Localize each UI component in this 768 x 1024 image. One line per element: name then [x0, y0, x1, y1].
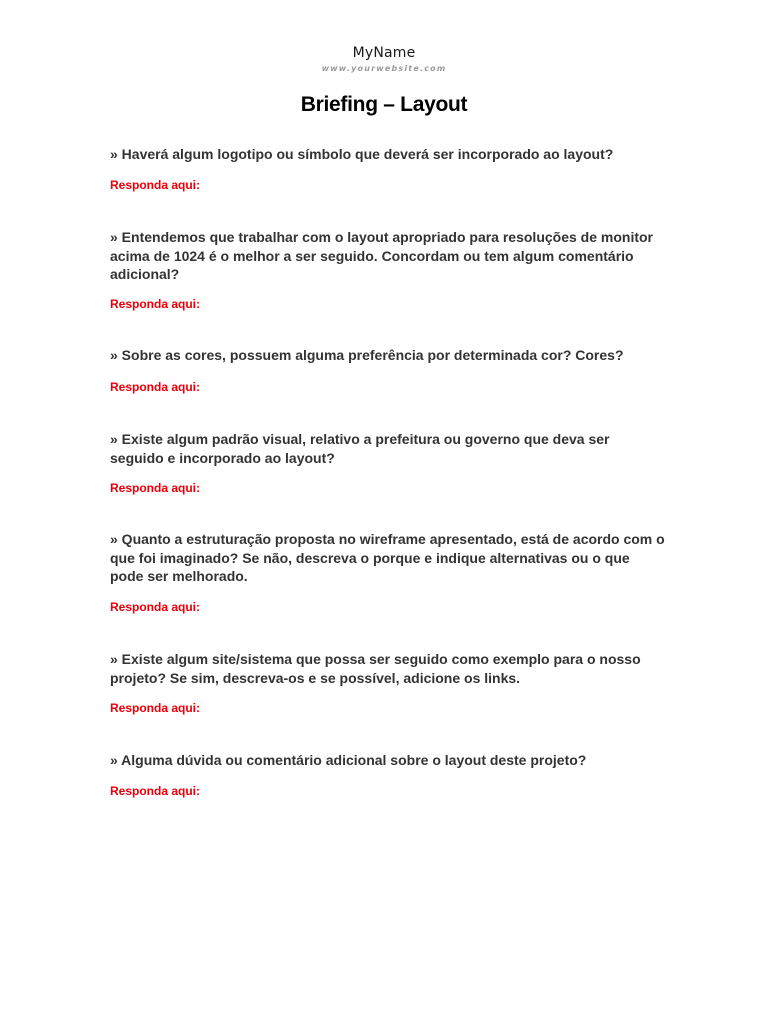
question-resolution: » Entendemos que trabalhar com o layout apropriado para resoluções de monitor acima de 1024 é o melhor a ser seguido. Concordam ou tem algum comentário adicional? — [110, 229, 654, 282]
answer-label-reference-site: Responda aqui: — [110, 701, 201, 715]
brand-name: MyName — [352, 45, 416, 61]
document-title: Briefing – Layout — [300, 93, 468, 116]
document-header — [0, 44, 768, 75]
question-wireframe: » Quanto a estruturação proposta no wireframe apresentado, está de acordo com o que foi imaginado? Se não, descreva o porque e indique alternativas ou o que pode ser melhorado. — [110, 531, 665, 584]
question-additional-comments: » Alguma dúvida ou comentário adicional sobre o layout deste projeto? — [110, 752, 587, 768]
answer-label-resolution: Responda aqui: — [110, 297, 201, 311]
answer-label-additional-comments: Responda aqui: — [110, 784, 201, 798]
answer-label-visual-standard: Responda aqui: — [110, 481, 201, 495]
answer-label-colors: Responda aqui: — [110, 380, 201, 394]
website-url: www.yourwebsite.com — [321, 64, 447, 73]
question-visual-standard: » Existe algum padrão visual, relativo a prefeitura ou governo que deva ser seguido e incorporado ao layout? — [110, 431, 610, 466]
answer-label-logo: Responda aqui: — [110, 178, 201, 192]
question-logo: » Haverá algum logotipo ou símbolo que deverá ser incorporado ao layout? — [110, 146, 614, 162]
answer-label-wireframe: Responda aqui: — [110, 600, 201, 614]
question-colors: » Sobre as cores, possuem alguma preferência por determinada cor? Cores? — [110, 347, 624, 363]
question-reference-site: » Existe algum site/sistema que possa ser seguido como exemplo para o nosso projeto? Se sim, descreva-os e se possível, adicione os links. — [110, 651, 641, 686]
